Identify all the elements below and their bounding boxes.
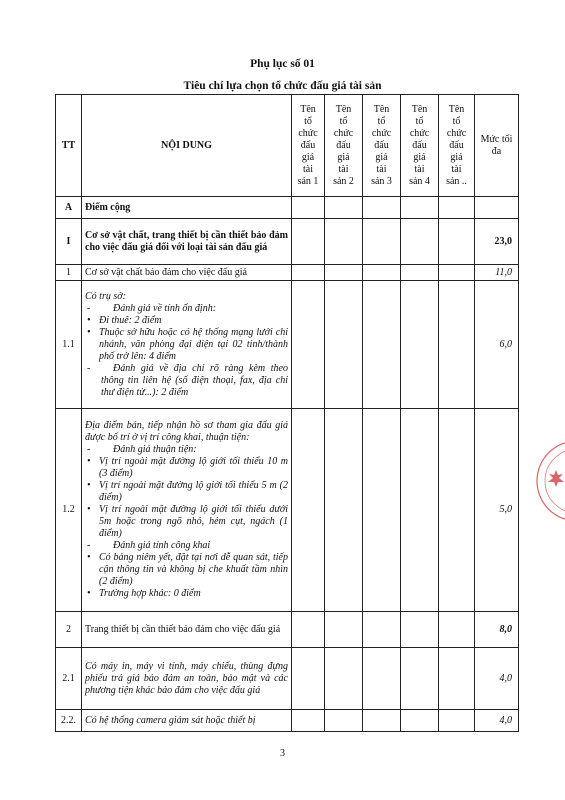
row-1-max: 11,0: [475, 265, 519, 281]
header-row: [56, 95, 519, 197]
header-content: NỘI DUNG: [82, 95, 292, 197]
row-2-2-tt: 2.2.: [56, 710, 82, 732]
row-i: [56, 219, 519, 265]
row-1: [56, 265, 519, 281]
row-2-content: Trang thiết bị cần thiết bảo đảm cho việc đấu giá: [82, 612, 292, 648]
row-1-2-content: [82, 409, 292, 612]
row-2-2: [56, 710, 519, 732]
row-1-2: [56, 409, 519, 612]
criteria-table: [55, 94, 519, 732]
header-max: Mức tối đa: [475, 95, 519, 197]
row-1-2-max: 5,0: [475, 409, 519, 612]
header-org-5: Tên tổ chức đấu giá tài sản ..: [439, 95, 475, 197]
row-2-1: [56, 648, 519, 710]
row-2: [56, 612, 519, 648]
criterion-dash-item: - Đánh giá thuận tiện:: [85, 444, 288, 456]
document-subtitle: Tiêu chí lựa chọn tổ chức đấu giá tài sản: [183, 80, 382, 92]
row-1-tt: 1: [56, 265, 82, 281]
criterion-line: Có trụ sở:: [85, 290, 126, 302]
criterion-bullet-item: • Trường hợp khác: 0 điểm: [85, 588, 288, 600]
seal-stamp-fragment: [533, 426, 565, 536]
row-i-tt: I: [56, 219, 82, 265]
criterion-dash-item: - Đánh giá về địa chỉ rõ ràng kèm theo thông tin liên hệ (số điện thoại, fax, địa chỉ thư điện tử...): 2 điểm: [85, 363, 288, 399]
criterion-bullet-item: • Đi thuê: 2 điểm: [85, 315, 288, 327]
header-org-1: Tên tổ chức đấu giá tài sản 1: [292, 95, 325, 197]
row-a-content: Điểm cộng: [82, 197, 292, 219]
criterion-dash-item: - Đánh giá về tính ổn định:: [85, 303, 288, 315]
row-2-max: 8,0: [475, 612, 519, 648]
row-1-content: Cơ sở vật chất bảo đảm cho việc đấu giá: [82, 265, 292, 281]
criterion-bullet-item: • Vị trí ngoài mặt đường lộ giới tối thiểu 5 m (2 điểm): [85, 480, 288, 504]
row-2-1-content: Có máy in, máy vi tính, máy chiếu, thùng đựng phiếu trả giá bảo đảm an toàn, bảo mật và các phương tiện khác bảo đảm cho việc đấu giá: [82, 648, 292, 710]
header-tt: TT: [56, 95, 82, 197]
row-1-1: [56, 281, 519, 409]
row-2-tt: 2: [56, 612, 82, 648]
criterion-line: Địa điểm bán, tiếp nhận hồ sơ tham gia đấu giá được bố trí ở vị trí công khai, thuận tiện:: [85, 420, 288, 443]
criterion-dash-item: - Đánh giá tính công khai: [85, 540, 288, 552]
document-title: Phụ lục số 01: [250, 58, 315, 70]
row-2-2-content: Có hệ thống camera giám sát hoặc thiết bị: [82, 710, 292, 732]
header-org-2: Tên tổ chức đấu giá tài sản 2: [325, 95, 363, 197]
criterion-bullet-item: • Thuộc sở hữu hoặc có hệ thống mạng lưới chi nhánh, văn phòng đại diện tại 02 tỉnh/thành phố trở lên: 4 điểm: [85, 327, 288, 363]
row-a-max: [475, 197, 519, 219]
criterion-bullet-item: • Có bảng niêm yết, đặt tại nơi dễ quan sát, tiếp cận thông tin và không bị che khuất tầm nhìn (2 điểm): [85, 552, 288, 588]
row-2-1-tt: 2.1: [56, 648, 82, 710]
row-2-2-max: 4,0: [475, 710, 519, 732]
header-org-4: Tên tổ chức đấu giá tài sản 4: [401, 95, 439, 197]
criterion-bullet-item: • Vị trí ngoài mặt đường lộ giới tối thiểu dưới 5m hoặc trong ngõ nhỏ, hẻm cụt, ngách (1 điểm): [85, 504, 288, 540]
criterion-bullet-item: • Vị trí ngoài mặt đường lộ giới tối thiểu 10 m (3 điểm): [85, 456, 288, 480]
row-1-2-tt: 1.2: [56, 409, 82, 612]
row-i-max: 23,0: [475, 219, 519, 265]
row-i-content: Cơ sở vật chất, trang thiết bị cần thiết bảo đảm cho việc đấu giá đối với loại tài sản đấu giá: [82, 219, 292, 265]
row-a-tt: A: [56, 197, 82, 219]
row-1-1-tt: 1.1: [56, 281, 82, 409]
row-1-1-content: [82, 281, 292, 409]
page-number: 3: [280, 748, 285, 759]
row-2-1-max: 4,0: [475, 648, 519, 710]
header-org-3: Tên tổ chức đấu giá tài sản 3: [363, 95, 401, 197]
row-a: [56, 197, 519, 219]
row-1-1-max: 6,0: [475, 281, 519, 409]
